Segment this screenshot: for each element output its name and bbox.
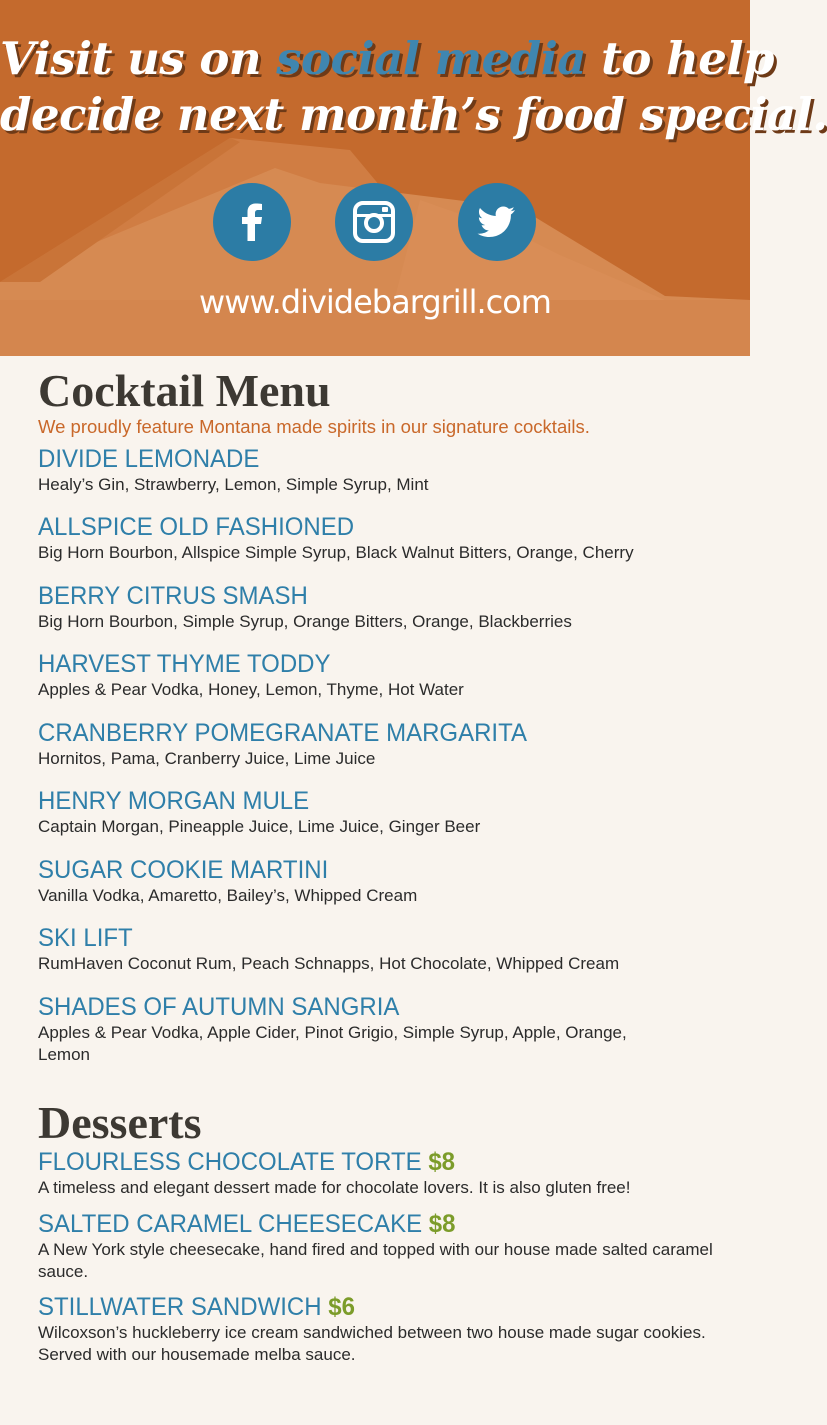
menu-item — [38, 444, 718, 496]
item-name: CRANBERRY POMEGRANATE MARGARITA — [38, 719, 527, 747]
instagram-button[interactable] — [335, 183, 413, 261]
item-description: Hornitos, Pama, Cranberry Juice, Lime Juice — [38, 749, 376, 768]
item-name: SUGAR COOKIE MARTINI — [38, 856, 329, 884]
item-name: SHADES OF AUTUMN SANGRIA — [38, 993, 400, 1021]
menu-item — [38, 855, 718, 907]
item-description: Big Horn Bourbon, Allspice Simple Syrup, Black Walnut Bitters, Orange, Cherry — [38, 543, 634, 562]
item-description: Wilcoxson’s huckleberry ice cream sandwiched between two house made sugar cookies. Served with our housemade melba sauce. — [38, 1323, 706, 1364]
item-description: RumHaven Coconut Rum, Peach Schnapps, Hot Chocolate, Whipped Cream — [38, 954, 620, 973]
social-media-highlight: social media — [276, 32, 586, 85]
menu-item — [38, 718, 718, 770]
promo-headline-line-1: Visit us on social media to help — [0, 32, 774, 85]
dessert-item — [38, 1292, 718, 1366]
instagram-icon — [335, 183, 413, 261]
item-name: SALTED CARAMEL CHEESECAKE — [38, 1210, 423, 1238]
item-description: Big Horn Bourbon, Simple Syrup, Orange Bitters, Orange, Blackberries — [38, 612, 572, 631]
cocktail-menu-title: Cocktail Menu — [38, 365, 331, 416]
twitter-button[interactable] — [458, 183, 536, 261]
item-price: $8 — [428, 1210, 456, 1238]
item-description: A timeless and elegant dessert made for chocolate lovers. It is also gluten free! — [38, 1178, 631, 1197]
item-name: HENRY MORGAN MULE — [38, 787, 310, 815]
promo-headline-line-2: decide next month’s food special. — [0, 88, 827, 141]
desserts-title: Desserts — [38, 1097, 202, 1148]
item-name: SKI LIFT — [38, 924, 133, 952]
menu-item — [38, 649, 718, 701]
item-name: FLOURLESS CHOCOLATE TORTE — [38, 1148, 422, 1176]
item-description: A New York style cheesecake, hand fired and topped with our house made salted caramel sauce. — [38, 1240, 713, 1281]
cocktail-intro: We proudly feature Montana made spirits in our signature cocktails. — [38, 416, 590, 437]
item-description: Vanilla Vodka, Amaretto, Bailey’s, Whipped Cream — [38, 886, 418, 905]
item-description: Captain Morgan, Pineapple Juice, Lime Juice, Ginger Beer — [38, 817, 481, 836]
twitter-icon — [458, 183, 536, 261]
item-name: ALLSPICE OLD FASHIONED — [38, 513, 355, 541]
menu-item — [38, 581, 718, 633]
item-name: STILLWATER SANDWICH — [38, 1293, 322, 1321]
dessert-item — [38, 1147, 718, 1199]
dessert-item — [38, 1209, 718, 1283]
item-price: $6 — [328, 1293, 355, 1321]
item-description: Apples & Pear Vodka, Honey, Lemon, Thyme, Hot Water — [38, 680, 464, 699]
item-name: BERRY CITRUS SMASH — [38, 582, 308, 610]
facebook-button[interactable] — [213, 183, 291, 261]
menu-item — [38, 923, 718, 975]
item-name: DIVIDE LEMONADE — [38, 445, 260, 473]
menu-item — [38, 786, 718, 838]
menu-item — [38, 992, 678, 1066]
header-banner — [0, 0, 827, 356]
website-link[interactable]: www.dividebargrill.com — [199, 283, 551, 321]
menu-item — [38, 512, 718, 564]
item-price: $8 — [428, 1148, 456, 1176]
item-description: Healy’s Gin, Strawberry, Lemon, Simple Syrup, Mint — [38, 475, 429, 494]
item-name: HARVEST THYME TODDY — [38, 650, 331, 678]
facebook-icon — [213, 183, 291, 261]
item-description: Apples & Pear Vodka, Apple Cider, Pinot Grigio, Simple Syrup, Apple, Orange, Lemon — [38, 1023, 627, 1064]
